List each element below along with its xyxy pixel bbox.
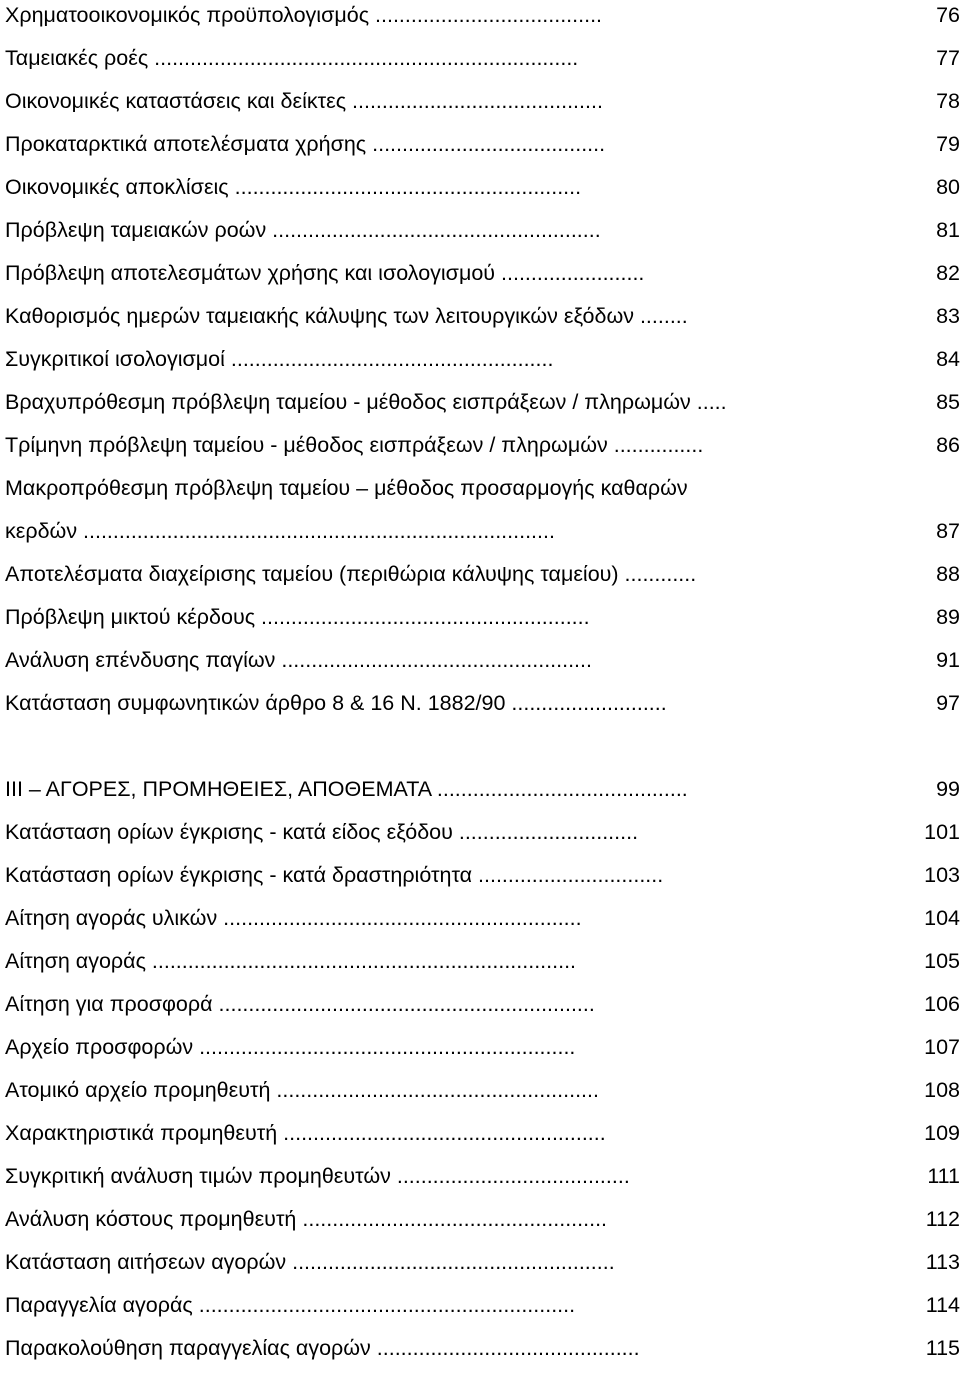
toc-entry: [5, 430, 960, 473]
toc-entry-title: Πρόβλεψη μικτού κέρδους .......................................................: [5, 605, 590, 629]
toc-entry-page-number: 101: [924, 820, 960, 844]
toc-entry-page-number: 89: [936, 605, 960, 629]
toc-entry: [5, 258, 960, 301]
toc-entry-title: Πρόβλεψη ταμειακών ροών .......................................................: [5, 218, 601, 242]
toc-entry: [5, 645, 960, 688]
toc-entry-title: Χρηματοοικονομικός προϋπολογισμός ......................................: [5, 3, 603, 27]
toc-entry-title: Οικονομικές καταστάσεις και δείκτες ..........................................: [5, 89, 603, 113]
toc-entry: [5, 817, 960, 860]
toc-entry-title: Καθορισμός ημερών ταμειακής κάλυψης των λειτουργικών εξόδων ........: [5, 304, 688, 328]
toc-entry-title: Μακροπρόθεσμη πρόβλεψη ταμείου – μέθοδος προσαρμογής καθαρών: [5, 476, 688, 500]
toc-entry-title: Αρχείο προσφορών ...............................................................: [5, 1035, 576, 1059]
toc-entry-title: Πρόβλεψη αποτελεσμάτων χρήσης και ισολογισμού ........................: [5, 261, 645, 285]
toc-entry: [5, 387, 960, 430]
toc-entry: [5, 989, 960, 1032]
toc-entry-page-number: 115: [925, 1336, 960, 1360]
toc-entry-page-number: 109: [924, 1121, 960, 1145]
toc-section-financial: [5, 0, 960, 731]
table-of-contents: [5, 0, 960, 1376]
toc-entry-title: Οικονομικές αποκλίσεις ..........................................................: [5, 175, 582, 199]
toc-entry: [5, 860, 960, 903]
toc-entry: [5, 903, 960, 946]
toc-entry: [5, 774, 960, 817]
toc-entry-page-number: 83: [936, 304, 960, 328]
toc-entry: [5, 602, 960, 645]
toc-entry: [5, 215, 960, 258]
toc-entry-page-number: 99: [936, 777, 960, 801]
toc-entry-title: Ανάλυση επένδυσης παγίων ....................................................: [5, 648, 592, 672]
toc-entry-title: Αίτηση αγοράς .......................................................................: [5, 949, 577, 973]
toc-entry: [5, 86, 960, 129]
toc-entry-title: Παρακολούθηση παραγγελίας αγορών ............................................: [5, 1336, 640, 1360]
toc-entry-page-number: 114: [925, 1293, 960, 1317]
toc-entry: [5, 301, 960, 344]
toc-entry-title: Κατάσταση αιτήσεων αγορών ......................................................: [5, 1250, 615, 1274]
toc-entry: [5, 1204, 960, 1247]
toc-entry-page-number: 77: [936, 46, 960, 70]
toc-entry-page-number: 107: [924, 1035, 960, 1059]
toc-entry: [5, 43, 960, 86]
toc-entry: [5, 0, 960, 43]
toc-entry-title: Κατάσταση συμφωνητικών άρθρο 8 & 16 Ν. 1882/90 ..........................: [5, 691, 667, 715]
toc-entry-title: Συγκριτική ανάλυση τιμών προμηθευτών .......................................: [5, 1164, 630, 1188]
toc-entry-page-number: 80: [936, 175, 960, 199]
toc-entry-title: Κατάσταση ορίων έγκρισης - κατά είδος εξόδου ..............................: [5, 820, 639, 844]
toc-entry-title: ΙΙΙ – ΑΓΟΡΕΣ, ΠΡΟΜΗΘΕΙΕΣ, ΑΠΟΘΕΜΑΤΑ ..........................................: [5, 777, 688, 801]
toc-entry-page-number: 82: [936, 261, 960, 285]
toc-entry-page-number: 84: [936, 347, 960, 371]
toc-entry-page-number: 85: [936, 390, 960, 414]
toc-entry-page-number: 106: [924, 992, 960, 1016]
toc-entry: [5, 1333, 960, 1376]
toc-entry-page-number: 91: [936, 648, 960, 672]
toc-entry-title: Ταμειακές ροές .......................................................................: [5, 46, 579, 70]
toc-entry-page-number: 105: [924, 949, 960, 973]
toc-entry-title: Παραγγελία αγοράς ...............................................................: [5, 1293, 576, 1317]
toc-entry-page-number: 76: [936, 3, 960, 27]
toc-entry: [5, 516, 960, 559]
toc-entry-title: Ανάλυση κόστους προμηθευτή ...................................................: [5, 1207, 608, 1231]
toc-entry-page-number: 108: [924, 1078, 960, 1102]
toc-entry: [5, 473, 960, 516]
toc-entry: [5, 1161, 960, 1204]
toc-entry-page-number: 81: [936, 218, 960, 242]
toc-entry-page-number: 113: [925, 1250, 960, 1274]
toc-entry-title: Προκαταρκτικά αποτελέσματα χρήσης .......................................: [5, 132, 606, 156]
toc-entry-page-number: 78: [936, 89, 960, 113]
toc-entry-title: Αίτηση αγοράς υλικών ............................................................: [5, 906, 582, 930]
toc-entry-title: Χαρακτηριστικά προμηθευτή ......................................................: [5, 1121, 606, 1145]
toc-entry-title: Αποτελέσματα διαχείρισης ταμείου (περιθώρια κάλυψης ταμείου) ............: [5, 562, 697, 586]
toc-entry-title: Τρίμηνη πρόβλεψη ταμείου - μέθοδος εισπράξεων / πληρωμών ...............: [5, 433, 704, 457]
toc-entry-page-number: 79: [936, 132, 960, 156]
toc-entry-title: Συγκριτικοί ισολογισμοί ......................................................: [5, 347, 554, 371]
toc-entry: [5, 1075, 960, 1118]
toc-entry: [5, 946, 960, 989]
toc-entry-page-number: 112: [925, 1207, 960, 1231]
toc-entry: [5, 1247, 960, 1290]
toc-entry-page-number: 86: [936, 433, 960, 457]
toc-entry-page-number: 104: [924, 906, 960, 930]
toc-entry: [5, 344, 960, 387]
toc-entry-page-number: 111: [927, 1164, 960, 1188]
toc-section-purchasing: [5, 774, 960, 1376]
toc-entry: [5, 129, 960, 172]
toc-entry-title: Ατομικό αρχείο προμηθευτή ......................................................: [5, 1078, 599, 1102]
toc-entry-page-number: 103: [924, 863, 960, 887]
toc-entry: [5, 559, 960, 602]
toc-entry-title: Βραχυπρόθεσμη πρόβλεψη ταμείου - μέθοδος εισπράξεων / πληρωμών .....: [5, 390, 727, 414]
toc-entry-title: κερδών ...............................................................................: [5, 519, 555, 543]
toc-entry: [5, 688, 960, 731]
toc-entry-page-number: 97: [936, 691, 960, 715]
toc-entry: [5, 172, 960, 215]
section-gap: [5, 731, 960, 774]
toc-entry: [5, 1032, 960, 1075]
toc-entry-page-number: 88: [936, 562, 960, 586]
toc-entry-page-number: 87: [936, 519, 960, 543]
toc-entry: [5, 1118, 960, 1161]
toc-entry: [5, 1290, 960, 1333]
toc-entry-title: Κατάσταση ορίων έγκρισης - κατά δραστηριότητα ...............................: [5, 863, 664, 887]
toc-entry-title: Αίτηση για προσφορά ...............................................................: [5, 992, 595, 1016]
